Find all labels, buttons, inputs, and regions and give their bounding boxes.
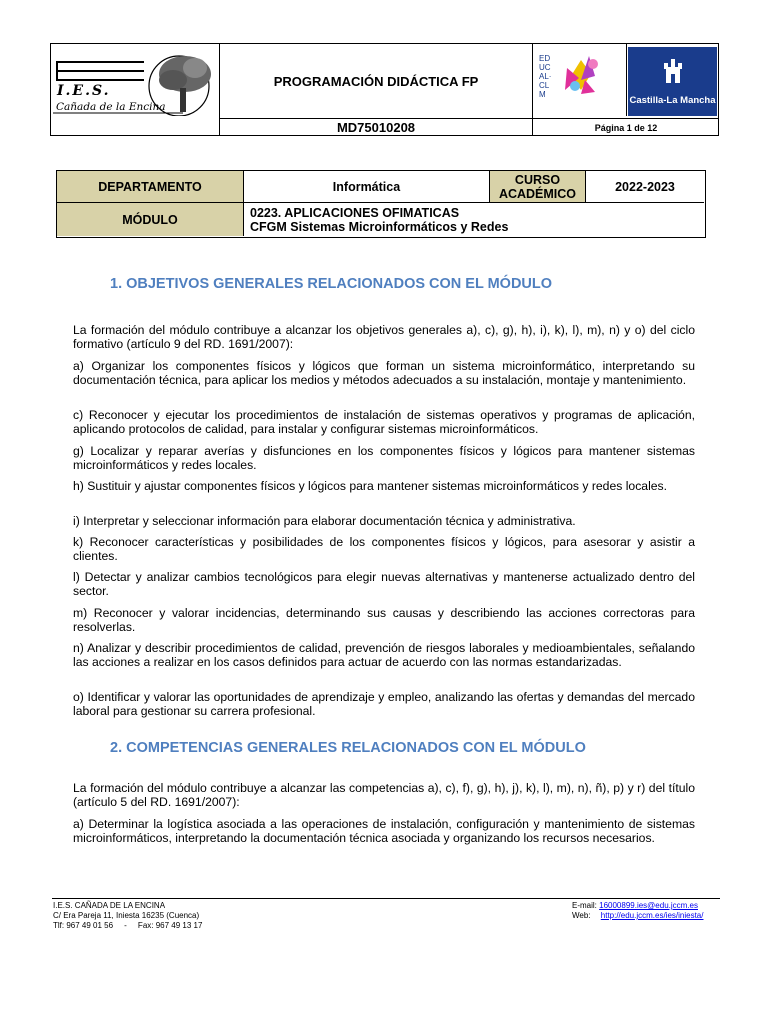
footer-address (53, 901, 202, 931)
objective-item: o) Identificar y valorar las oportunidades de aprendizaje y empleo, analizando las ofertas y demandas del mercado laboral para gestionar su carrera profesional. (73, 690, 695, 718)
educal-logo (537, 46, 623, 116)
document-code: MD75010208 (336, 120, 416, 135)
educal-logo-text: EDUCAL·CLM (539, 54, 552, 99)
school-logo-text: I.E.S. (57, 83, 111, 99)
objective-item: k) Reconocer características y posibilidades de los componentes físicos y lógicos, para asesorar y asistir a clientes. (73, 535, 695, 563)
school-logo-subtext: Cañada de la Encina (56, 101, 166, 113)
footer-contact (572, 901, 703, 921)
web-link[interactable]: http://edu.jccm.es/ies/iniesta/ (600, 911, 704, 920)
web-label: Web: (572, 911, 591, 920)
module-cycle-name: CFGM Sistemas Microinformáticos y Redes (250, 219, 509, 234)
objective-item: l) Detectar y analizar cambios tecnológicos para elegir nuevas alternativas y mantenerse actualizado dentro del sector. (73, 570, 695, 598)
competence-item: a) Determinar la logística asociada a las operaciones de instalación, configuración y mantenimiento de sistemas microinformáticos, interpretando la documentación técnica asociada y organizando los recursos necesarios. (73, 817, 695, 845)
section-intro: La formación del módulo contribuye a alcanzar los objetivos generales a), c), g), h), i), k), l), m), n) y o) del ciclo formativo (artículo 9 del RD. 1691/2007): (73, 323, 695, 351)
footer-phone: Tlf: 967 49 01 56 - Fax: 967 49 13 17 (53, 921, 203, 930)
module-value (244, 203, 704, 236)
department-value: Informática (244, 171, 490, 203)
objective-item: m) Reconocer y valorar incidencias, determinando sus causas y describiendo las acciones correctoras para resolverlas. (73, 606, 695, 634)
department-label: DEPARTAMENTO (57, 171, 244, 203)
divider (626, 44, 627, 116)
section-heading: 1. OBJETIVOS GENERALES RELACIONADOS CON EL MÓDULO (110, 276, 553, 292)
email-link[interactable]: 16000899.ies@edu.jccm.es (599, 901, 698, 910)
objective-item: c) Reconocer y ejecutar los procedimientos de instalación de sistemas operativos y programas de aplicación, aplicando protocolos de calidad, para instalar y configurar sistemas microinformáticos. (73, 408, 695, 436)
page-number: Página 1 de 12 (594, 122, 658, 133)
academic-year-label-1: CURSO (514, 172, 561, 187)
footer-street: C/ Era Pareja 11, Iniesta 16235 (Cuenca) (53, 911, 200, 920)
objective-item: n) Analizar y describir procedimientos de calidad, prevención de riesgos laborales y medioambientales, señalando las acciones a realizar en los casos definidos para actuar de acuerdo con las normas estandarizadas. (73, 641, 695, 669)
objective-item: h) Sustituir y ajustar componentes físicos y lógicos para mantener sistemas microinformáticos y redes locales. (73, 479, 668, 493)
jccm-logo (628, 47, 717, 116)
document-title: PROGRAMACIÓN DIDÁCTICA FP (273, 73, 479, 89)
objective-item: a) Organizar los componentes físicos y lógicos que forman un sistema microinformático, interpretando su documentación técnica, para aplicar los medios y métodos adecuados a su instalación, montaje y mantenimiento. (73, 359, 695, 387)
academic-year-value: 2022-2023 (586, 171, 704, 203)
footer-rule (52, 898, 720, 899)
objective-item: g) Localizar y reparar averías y disfunciones en los componentes físicos y lógicos para mantener sistemas microinformáticos y redes locales. (73, 444, 695, 472)
document-header (50, 43, 719, 136)
email-label: E-mail: (572, 901, 597, 910)
module-label: MÓDULO (57, 203, 244, 236)
section-heading: 2. COMPETENCIAS GENERALES RELACIONADOS CON EL MÓDULO (110, 740, 586, 756)
section-intro: La formación del módulo contribuye a alcanzar las competencias a), c), f), g), h), j), k), l), m), n), ñ), p) y r) del título (artículo 5 del RD. 1691/2007): (73, 781, 695, 809)
academic-year-label-2: ACADÉMICO (498, 186, 577, 201)
jccm-logo-text: Castilla-La Mancha (629, 95, 716, 106)
footer-email-row (572, 901, 703, 911)
module-info-table (56, 170, 706, 238)
objective-item: i) Interpretar y seleccionar información para elaborar documentación técnica y administrativa. (73, 514, 576, 528)
academic-year-label (490, 171, 586, 203)
footer-school-name: I.E.S. CAÑADA DE LA ENCINA (53, 901, 166, 910)
module-code-name: 0223. APLICACIONES OFIMATICAS (250, 205, 460, 220)
school-logo (53, 52, 217, 116)
footer-web-row (572, 911, 703, 921)
